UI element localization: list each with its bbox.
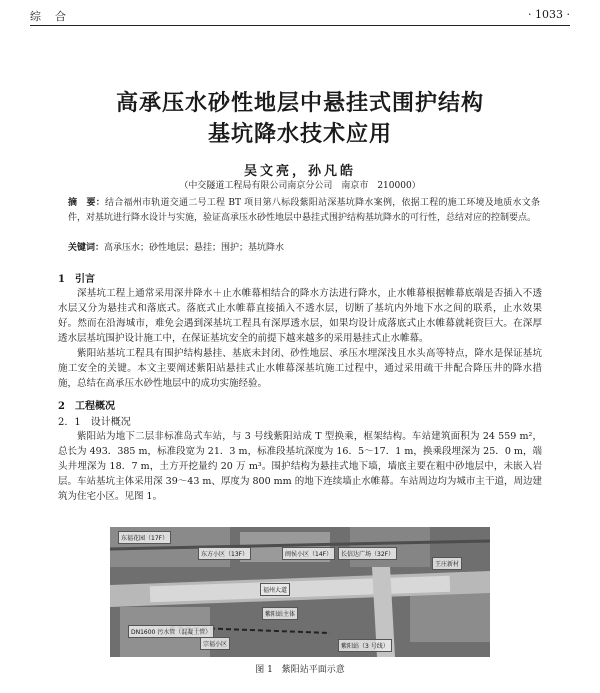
- header-rule: [30, 25, 570, 26]
- affiliation: （中交隧道工程局有限公司南京分公司 南京市 210000）: [179, 181, 421, 191]
- title-line-2: 基坑降水技术应用: [207, 121, 392, 147]
- running-head: [30, 8, 570, 24]
- figure-label: 东方小区（13F）: [198, 547, 251, 560]
- keywords-label: 关键词：: [68, 243, 105, 253]
- figure-label: 王庄新村: [432, 557, 462, 570]
- figure-label: 长信达广场（32F）: [338, 547, 397, 560]
- figure-caption: 图 1 紫阳站平面示意: [255, 665, 345, 675]
- figure-label: 紫阳站（3 号线）: [338, 639, 392, 652]
- figure-label: 闽侯小区（14F）: [282, 547, 335, 560]
- figure-label: 福州大道: [260, 583, 290, 596]
- abstract-text: 结合福州市轨道交通二号工程 BT 项目第八标段紫阳站深基坑降水案例，依据工程的施工环境及地质水文条件，对基坑进行降水设计与实施，验证高承压水砂性地层中悬挂式围护结构基坑降水的可行性，总结对应的控制要点。: [68, 198, 540, 223]
- section-1-heading: 1 引言: [58, 274, 95, 285]
- title-line-1: 高承压水砂性地层中悬挂式围护结构: [115, 90, 484, 116]
- abstract-label: 摘 要：: [68, 198, 106, 208]
- journal-section: 综合: [30, 10, 80, 23]
- figure-label: 紫阳站主体: [262, 607, 298, 620]
- section-2-1-heading: 2．1 设计概况: [58, 417, 131, 428]
- section-2-heading: 2 工程概况: [58, 401, 115, 412]
- section-1-para-1: 深基坑工程上通常采用深井降水＋止水帷幕相结合的降水方法进行降水，止水帷幕根据帷幕底端是否插入不透水层又分为悬挂式和落底式。落底式止水帷幕直接插入不透水层，切断了基坑内外地下水之间的联系，止水效果好。然而在沿海城市，难免会遇到深基坑工程具有深厚透水层，如果均设计成落底式止水帷幕就耗资巨大。在深厚透水层基坑围护设计施工中，在保证基坑安全的前提下越来越多的采用悬挂式止水帷幕。: [58, 288, 542, 344]
- section-1-para-2: 紫阳站基坑工程具有围护结构悬挂、基底未封闭、砂性地层、承压水埋深浅且水头高等特点，降水是保证基坑施工安全的关键。本文主要阐述紫阳站悬挂式止水帷幕深基坑施工过程中，通过采用疏干井配合降压井的降水措施，总结在高承压水砂性地层中的成功实施经验。: [58, 348, 542, 389]
- page-number: · 1033 ·: [528, 8, 570, 21]
- paper-title: [0, 88, 600, 150]
- station-plan-figure: [110, 527, 490, 657]
- authors: 吴文亮，孙凡皓: [243, 164, 356, 179]
- figure-label: DN1600 污水管（混凝土管）: [128, 625, 214, 638]
- figure-label: 东福花园（17F）: [118, 531, 171, 544]
- abstract: [68, 196, 540, 226]
- figure-label: 宗福小区: [200, 637, 230, 650]
- section-2-para-1: 紫阳站为地下二层非标准岛式车站，与 3 号线紫阳站成 T 型换乘，框架结构。车站建筑面积为 24 559 m²，总长为 493．385 m，标准段宽为 21．3 m，标准段基坑深度为 16．5～17．1 m，换乘段埋深为 25．0 m，端头井埋深为 18．7 m，土方开挖量约 20 万 m³。围护结构为悬挂式地下墙，墙底主要在粗中砂地层中，未嵌入岩层。车站基坑主体采用深 39～43 m、厚度为 800 mm 的地下连续墙止水帷幕。车站周边均为城市主干道，周边建筑为住宅小区。见图 1。: [58, 431, 542, 502]
- keywords-text: 高承压水；砂性地层；悬挂；围护；基坑降水: [104, 243, 285, 253]
- keywords: [68, 240, 540, 253]
